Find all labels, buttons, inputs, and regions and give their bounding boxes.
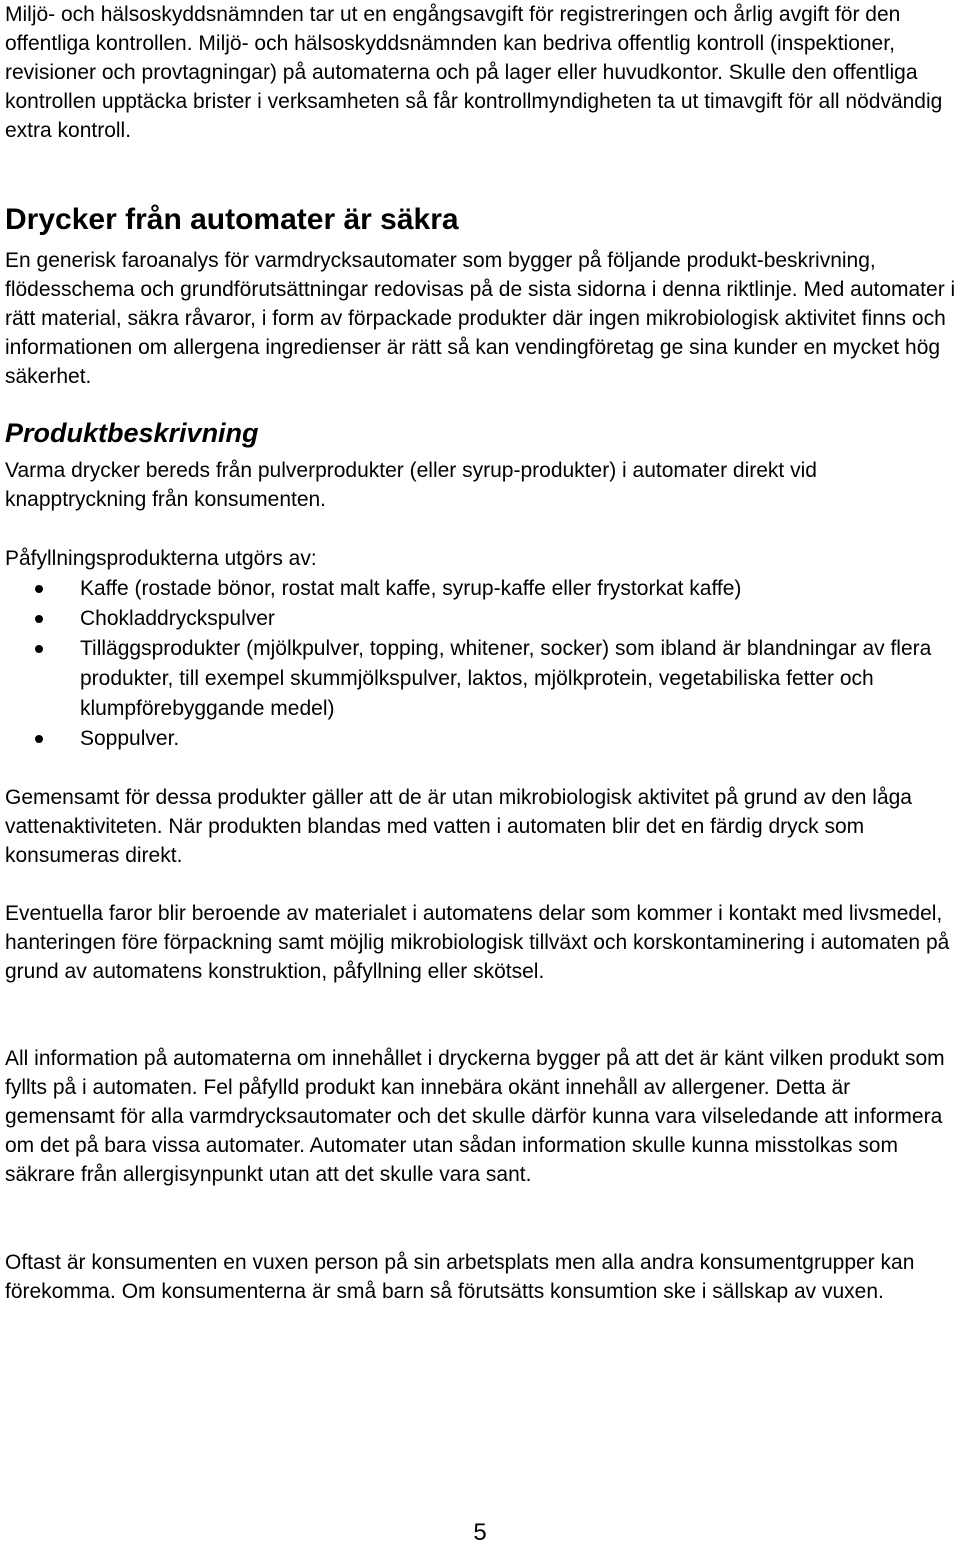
list-item-text: Chokladdryckspulver: [80, 607, 275, 630]
section-heading-product-description: Produktbeskrivning: [5, 418, 259, 448]
list-item-text: Tilläggsprodukter (mjölkpulver, topping, whitener, socker) som ibland är blandningar av flera produkter, till exempel skummjölkspulver, laktos, mjölkprotein, vegetabiliska fetter och klumpförebyggande medel): [80, 637, 932, 720]
list-item: [5, 724, 957, 754]
fill-products-intro: Påfyllningsprodukterna utgörs av:: [5, 547, 317, 570]
bullet-icon: [35, 645, 43, 653]
common-properties-paragraph: Gemensamt för dessa produkter gäller att de är utan mikrobiologisk aktivitet på grund av den låga vattenaktiviteten. När produkten blandas med vatten i automaten blir det en färdig dryck som konsumeras direkt.: [5, 786, 912, 867]
list-item: [5, 574, 957, 604]
hazards-paragraph: Eventuella faror blir beroende av materialet i automatens delar som kommer i kontakt med livsmedel, hanteringen före förpackning samt möjlig mikrobiologisk tillväxt och korskontaminering i automaten på grund av automatens konstruktion, påfyllning eller skötsel.: [5, 902, 950, 983]
list-item: [5, 634, 957, 724]
bullet-icon: [35, 585, 43, 593]
list-item-text: Soppulver.: [80, 727, 180, 750]
intro-paragraph: Miljö- och hälsoskyddsnämnden tar ut en engångsavgift för registreringen och årlig avgift för den offentliga kontrollen. Miljö- och hälsoskyddsnämnden kan bedriva offentlig kontroll (inspektioner, revisioner och provtagningar) på automaterna och på lager eller huvudkontor. Skulle den offentliga kontrollen upptäcka brister i verksamheten så får kontrollmyndigheten ta ut timavgift för all nödvändig extra kontroll.: [5, 3, 943, 142]
list-item-text: Kaffe (rostade bönor, rostat malt kaffe, syrup-kaffe eller frystorkat kaffe): [80, 577, 742, 600]
list-item: [5, 604, 957, 634]
section-heading-safe-drinks: Drycker från automater är säkra: [5, 203, 459, 236]
page-number: 5: [473, 1519, 487, 1546]
hot-drinks-paragraph: Varma drycker bereds från pulverprodukter (eller syrup-produkter) i automater direkt vid knapptryckning från konsumenten.: [5, 459, 817, 511]
safe-drinks-paragraph: En generisk faroanalys för varmdrycksautomater som bygger på följande produkt-beskrivning, flödesschema och grundförutsättningar redovisas på de sista sidorna i denna riktlinje. Med automater i rätt material, säkra råvaror, i form av förpackade produkter där ingen mikrobiologisk aktivitet finns och informationen om allergena ingredienser är rätt så kan vendingföretag ge sina kunder en mycket hög säkerhet.: [5, 249, 956, 388]
bullet-icon: [35, 735, 43, 743]
information-paragraph: All information på automaterna om innehållet i dryckerna bygger på att det är känt vilken produkt som fyllts på i automaten. Fel påfylld produkt kan innebära okänt innehåll av allergener. Detta är gemensamt för alla varmdrycksautomater och det skulle därför kunna vara vilseledande att informera om det på bara vissa automater. Automater utan sådan information skulle kunna misstolkas som säkrare från allergisynpunkt utan att det skulle vara sant.: [5, 1047, 945, 1186]
fill-products-list: [5, 574, 957, 754]
consumers-paragraph: Oftast är konsumenten en vuxen person på sin arbetsplats men alla andra konsumentgrupper kan förekomma. Om konsumenterna är små barn så förutsätts konsumtion ske i sällskap av vuxen.: [5, 1251, 915, 1303]
bullet-icon: [35, 615, 43, 623]
